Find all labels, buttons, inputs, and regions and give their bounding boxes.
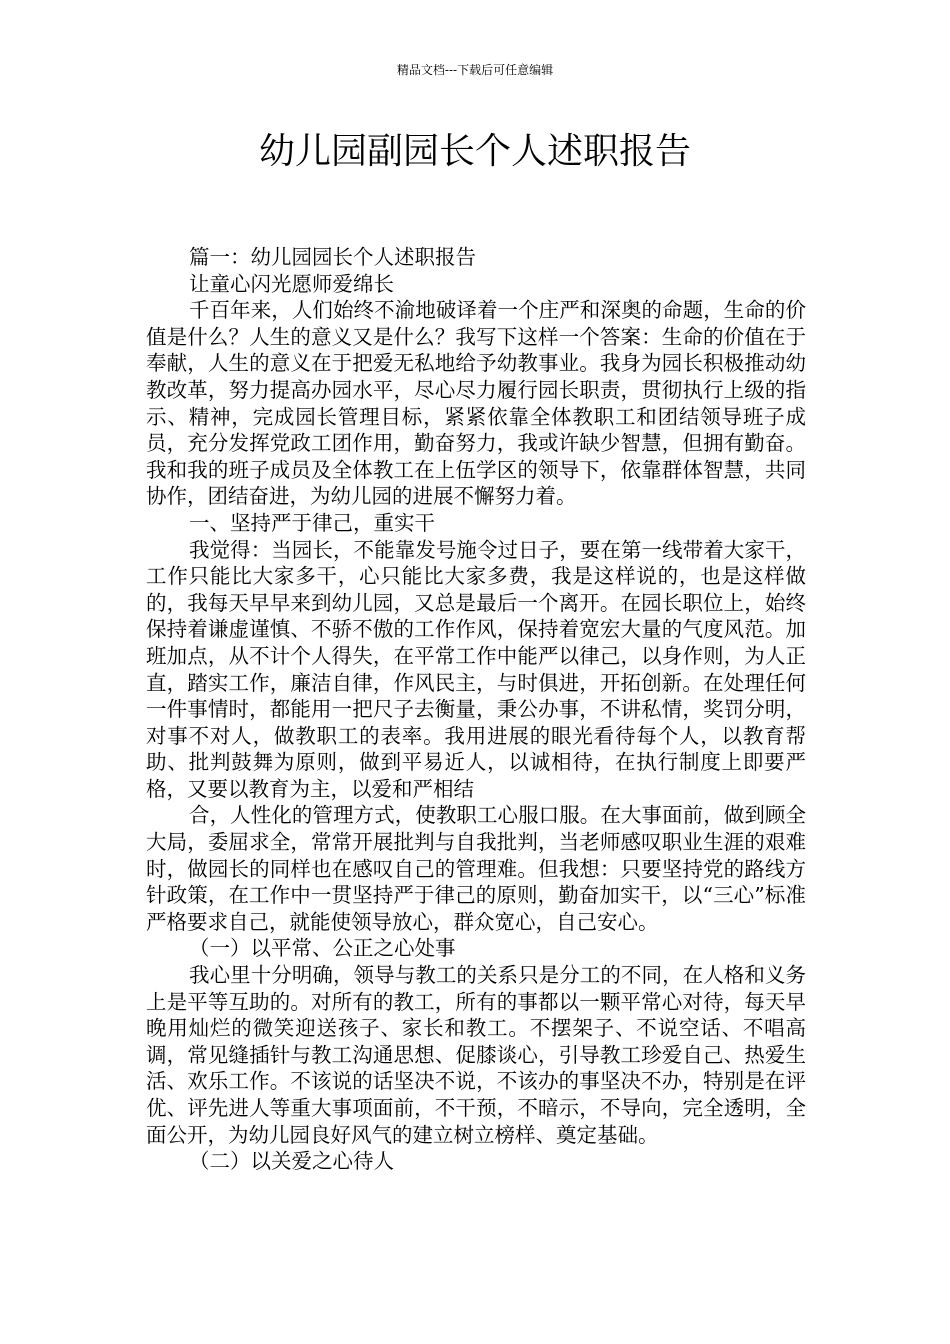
document-body	[146, 244, 806, 1175]
body-paragraph: 合，人性化的管理方式，使教职工心服口服。在大事面前，做到顾全大局，委屈求全，常常开展批判与自我批判，当老师感叹职业生涯的艰难时，做园长的同样也在感叹自己的管理难。但我想：只要坚持党的路线方针政策，在工作中一贯坚持严于律己的原则，勤奋加实干，以“三心”标准严格要求自己，就能使领导放心，群众宽心，自己安心。	[146, 803, 806, 934]
subsection-heading-one: （一）以平常、公正之心处事	[189, 936, 456, 961]
body-paragraph: 我心里十分明确，领导与教工的关系只是分工的不同，在人格和义务上是平等互助的。对所有的教工，所有的事都以一颗平常心对待，每天早晚用灿烂的微笑迎送孩子、家长和教工。不摆架子、不说空话、不唱高调，常见缝插针与教工沟通思想、促膝谈心，引导教工珍爱自己、热爱生活、欢乐工作。不该说的话坚决不说，不该办的事坚决不办，特别是在评优、评先进人等重大事项面前，不干预，不暗示，不导向，完全透明，全面公开，为幼儿园良好风气的建立树立榜样、奠定基础。	[146, 963, 806, 1147]
document-title: 幼儿园副园长个人述职报告	[258, 131, 691, 172]
subsection-heading-two: （二）以关爱之心待人	[189, 1149, 394, 1174]
body-paragraph: 我觉得：当园长，不能靠发号施令过日子，要在第一线带着大家干，工作只能比大家多干，心只能比大家多费，我是这样说的，也是这样做的，我每天早早来到幼儿园，又总是最后一个离开。在园长职位上，始终保持着谦虚谨慎、不骄不傲的工作作风，保持着宽宏大量的气度风范。加班加点，从不计个人得失，在平常工作中能严以律己，以身作则，为人正直，踏实工作，廉洁自律，作风民主，与时俱进，开拓创新。在处理任何一件事情时，都能用一把尺子去衡量，秉公办事，不讲私情，奖罚分明，对事不对人，做教职工的表率。我用进展的眼光看待每个人，以教育帮助、批判鼓舞为原则，做到平易近人，以诚相待，在执行制度上即要严格，又要以教育为主，以爱和严相结	[146, 537, 806, 801]
subtitle-line: 让童心闪光愿师爱绵长	[189, 271, 394, 296]
body-paragraph: 千百年来，人们始终不渝地破译着一个庄严和深奥的命题，生命的价值是什么？人生的意义又是什么？我写下这样一个答案：生命的价值在于奉献，人生的意义在于把爱无私地给予幼教事业。我身为园长积极推动幼教改革，努力提高办园水平，尽心尽力履行园长职责，贯彻执行上级的指示、精神，完成园长管理目标，紧紧依靠全体教职工和团结领导班子成员，充分发挥党政工团作用，勤奋努力，我或许缺少智慧，但拥有勤奋。我和我的班子成员及全体教工在上伍学区的领导下，依靠群体智慧，共同协作，团结奋进，为幼儿园的进展不懈努力着。	[146, 298, 806, 509]
section-heading-article-one: 篇一：幼儿园园长个人述职报告	[189, 245, 476, 269]
page-header-watermark: 精品文档---下载后可任意编辑	[396, 63, 554, 77]
section-heading-one: 一、坚持严于律己，重实干	[189, 510, 435, 535]
